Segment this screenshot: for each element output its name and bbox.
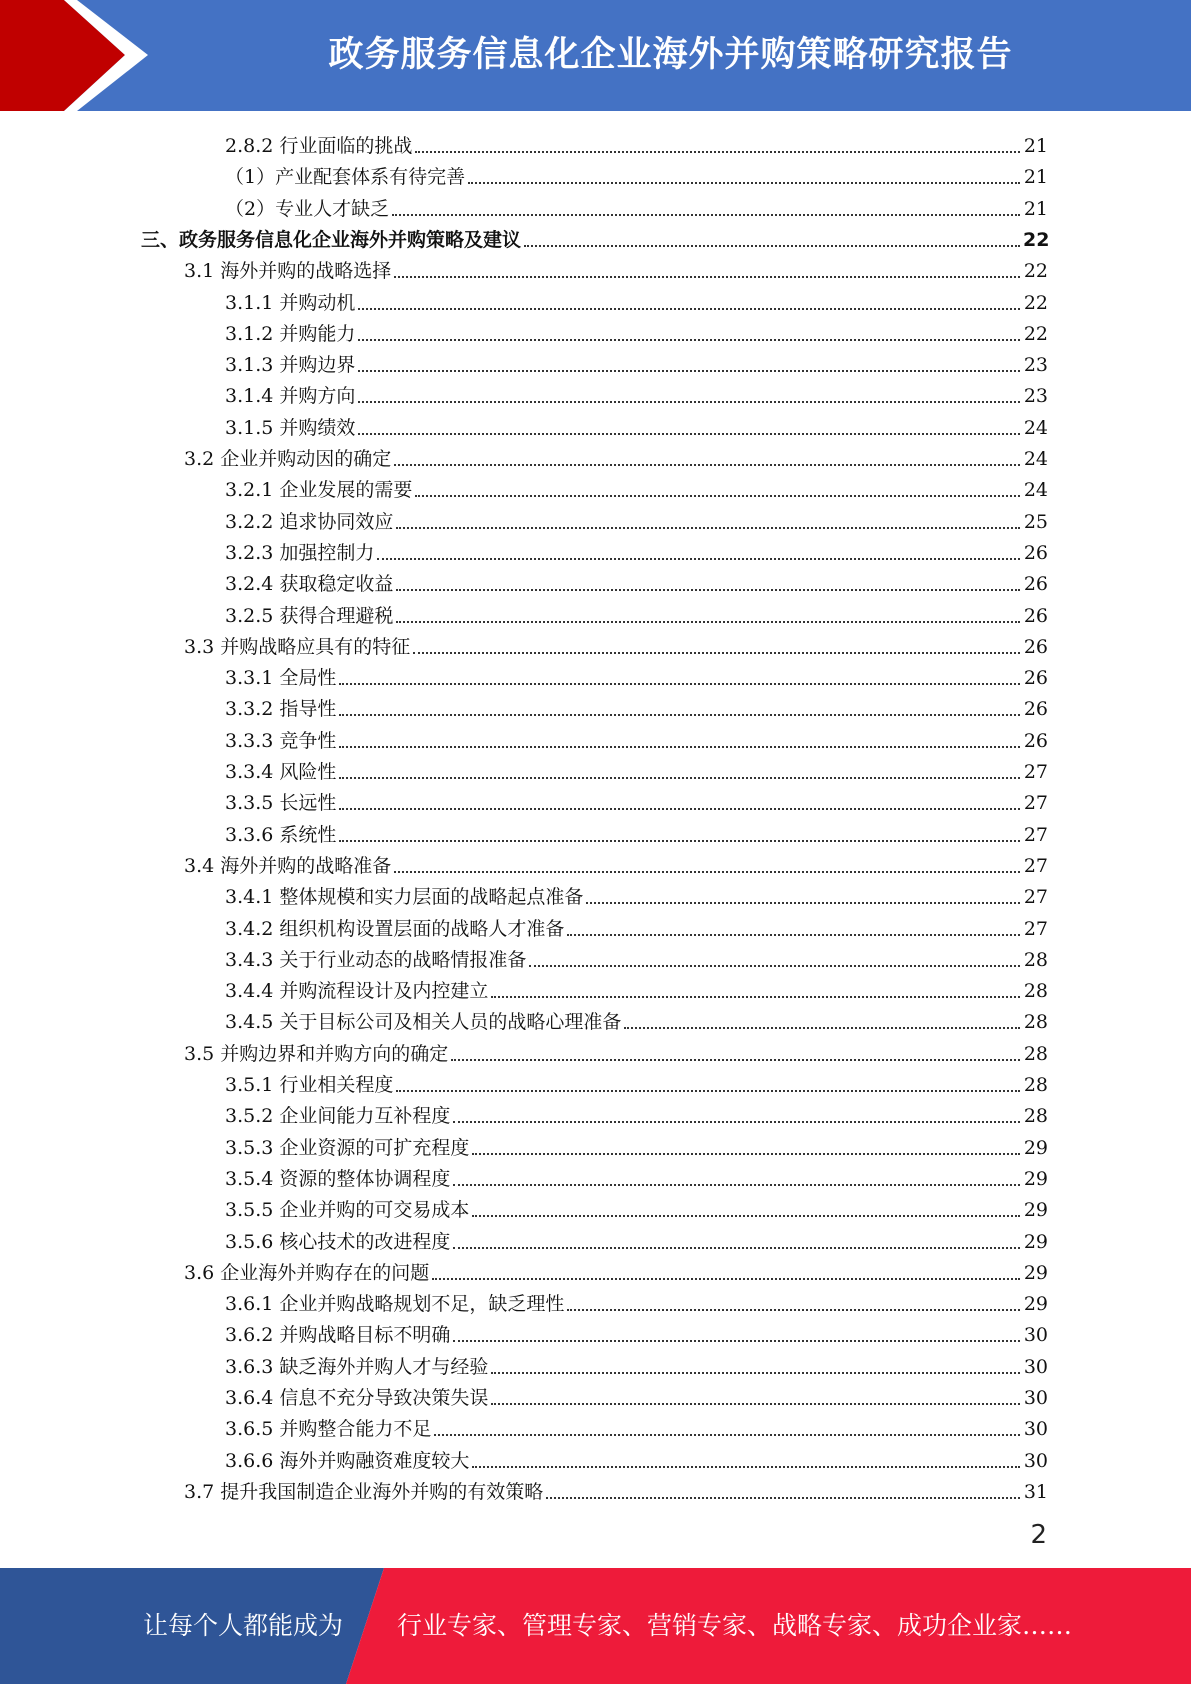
toc-entry-number: 3.4.1 bbox=[225, 886, 280, 909]
toc-dot-leader bbox=[624, 1027, 1020, 1029]
toc-entry-number: 3.5 bbox=[184, 1042, 221, 1065]
toc-entry-number: 3.5.2 bbox=[225, 1105, 280, 1128]
toc-entry[interactable] bbox=[0, 1442, 1048, 1473]
toc-entry-title: 指导性 bbox=[279, 698, 337, 721]
toc-dot-leader bbox=[413, 652, 1020, 654]
toc-entry-number: 3.2.2 bbox=[225, 510, 280, 533]
toc-entry-number: 3.1.2 bbox=[225, 322, 280, 345]
toc-entry-title: 整体规模和实力层面的战略起点准备 bbox=[279, 886, 584, 909]
toc-entry-number: 3.1.1 bbox=[225, 291, 280, 314]
toc-entry-page: 26 bbox=[1023, 604, 1048, 627]
toc-entry-number: 3.2.5 bbox=[225, 604, 280, 627]
toc-entry-page: 26 bbox=[1023, 698, 1048, 721]
toc-entry-number: 3.5.1 bbox=[225, 1074, 280, 1096]
toc-entry-page: 31 bbox=[1023, 1480, 1048, 1503]
toc-entry-page: 22 bbox=[1023, 260, 1048, 283]
toc-entry[interactable] bbox=[0, 1410, 1048, 1441]
toc-entry-page: 30 bbox=[1023, 1449, 1048, 1472]
toc-dot-leader bbox=[491, 1403, 1020, 1405]
toc-dot-leader bbox=[396, 1090, 1020, 1092]
toc-dot-leader bbox=[524, 245, 1020, 247]
toc-dot-leader bbox=[453, 1121, 1020, 1123]
toc-entry-title: 企业间能力互补程度 bbox=[279, 1105, 451, 1128]
toc-dot-leader bbox=[339, 777, 1020, 779]
toc-entry[interactable] bbox=[0, 377, 1048, 408]
toc-entry-page: 29 bbox=[1023, 1261, 1048, 1284]
toc-entry[interactable] bbox=[0, 972, 1048, 1003]
toc-dot-leader bbox=[415, 495, 1020, 497]
toc-entry[interactable] bbox=[0, 597, 1048, 628]
toc-dot-leader bbox=[453, 1247, 1020, 1249]
toc-entry-title: 并购战略应具有的特征 bbox=[220, 635, 411, 658]
toc-entry-title: 风险性 bbox=[279, 761, 337, 783]
toc-entry[interactable] bbox=[0, 1285, 1048, 1316]
toc-entry[interactable] bbox=[0, 127, 1048, 158]
toc-entry-page: 26 bbox=[1023, 729, 1048, 752]
toc-entry-page: 30 bbox=[1023, 1418, 1048, 1441]
toc-entry[interactable] bbox=[0, 1254, 1048, 1285]
toc-entry-title: 组织机构设置层面的战略人才准备 bbox=[279, 917, 565, 940]
toc-dot-leader bbox=[396, 589, 1020, 591]
toc-entry-page: 24 bbox=[1023, 448, 1048, 470]
toc-entry-page: 27 bbox=[1023, 761, 1048, 783]
toc-dot-leader bbox=[432, 1278, 1020, 1280]
toc-entry[interactable] bbox=[0, 1160, 1048, 1191]
toc-dot-leader bbox=[491, 996, 1020, 998]
toc-entry[interactable] bbox=[0, 409, 1048, 440]
toc-entry-page: 27 bbox=[1023, 792, 1048, 815]
toc-entry-number: 3.7 bbox=[184, 1480, 221, 1503]
toc-entry-number: 3.1.4 bbox=[225, 385, 280, 408]
toc-dot-leader bbox=[377, 558, 1020, 560]
toc-entry-title: 行业面临的挑战 bbox=[279, 135, 413, 157]
toc-entry-number: 3.4.4 bbox=[225, 980, 280, 1003]
toc-entry[interactable] bbox=[0, 722, 1048, 753]
toc-entry[interactable] bbox=[0, 221, 1048, 252]
toc-entry-title: 并购边界 bbox=[279, 354, 356, 377]
toc-entry[interactable] bbox=[0, 659, 1048, 690]
toc-entry[interactable] bbox=[0, 471, 1048, 502]
toc-entry[interactable] bbox=[0, 1191, 1048, 1222]
toc-entry-title: 长远性 bbox=[279, 792, 337, 815]
toc-entry-page: 23 bbox=[1023, 385, 1048, 408]
toc-entry-number: 3.2.4 bbox=[225, 573, 280, 596]
toc-entry-title: 关于目标公司及相关人员的战略心理准备 bbox=[279, 1011, 622, 1034]
toc-dot-leader bbox=[546, 1497, 1020, 1499]
toc-entry[interactable] bbox=[0, 784, 1048, 815]
toc-dot-leader bbox=[339, 714, 1020, 716]
toc-dot-leader bbox=[358, 339, 1020, 341]
toc-dot-leader bbox=[586, 902, 1020, 904]
footer-slogan-right: 行业专家、管理专家、营销专家、战略专家、成功企业家…… bbox=[397, 1611, 1073, 1640]
toc-entry[interactable] bbox=[0, 1066, 1048, 1097]
toc-entry-title: 企业并购的可交易成本 bbox=[279, 1199, 470, 1222]
toc-dot-leader bbox=[339, 746, 1020, 748]
toc-entry-title: 资源的整体协调程度 bbox=[279, 1167, 451, 1190]
toc-entry-title: 加强控制力 bbox=[279, 541, 375, 564]
toc-entry-number: 3.3.3 bbox=[225, 729, 280, 752]
toc-entry-title: 海外并购融资难度较大 bbox=[279, 1449, 470, 1472]
toc-entry-title: 产业配套体系有待完善 bbox=[275, 166, 466, 189]
toc-entry-title: 并购整合能力不足 bbox=[279, 1418, 432, 1441]
toc-dot-leader bbox=[567, 1309, 1020, 1311]
toc-entry-number: 3.6.3 bbox=[225, 1355, 280, 1378]
toc-entry-number: 3.5.3 bbox=[225, 1136, 280, 1159]
toc-entry[interactable] bbox=[0, 753, 1048, 784]
toc-entry-title: 提升我国制造企业海外并购的有效策略 bbox=[220, 1480, 544, 1503]
toc-dot-leader bbox=[434, 1434, 1020, 1436]
toc-entry-number: （2） bbox=[225, 197, 276, 220]
toc-entry-page: 29 bbox=[1023, 1230, 1048, 1253]
toc-entry-page: 23 bbox=[1023, 354, 1048, 377]
toc-entry-page: 26 bbox=[1023, 541, 1048, 564]
toc-entry-title: 企业发展的需要 bbox=[279, 479, 413, 502]
toc-dot-leader bbox=[358, 433, 1020, 435]
toc-entry-number: 3.4.3 bbox=[225, 948, 280, 971]
toc-entry-page: 21 bbox=[1023, 166, 1048, 189]
toc-entry[interactable] bbox=[0, 1097, 1048, 1128]
toc-entry-page: 28 bbox=[1023, 1074, 1048, 1096]
toc-dot-leader bbox=[339, 840, 1020, 842]
toc-entry[interactable] bbox=[0, 878, 1048, 909]
toc-dot-leader bbox=[396, 527, 1020, 529]
toc-entry[interactable] bbox=[0, 628, 1048, 659]
toc-dot-leader bbox=[415, 151, 1020, 153]
toc-entry-number: 3.6.6 bbox=[225, 1449, 280, 1472]
toc-entry-page: 28 bbox=[1023, 1011, 1048, 1034]
toc-entry[interactable] bbox=[0, 190, 1048, 221]
toc-entry-number: 3.1.5 bbox=[225, 416, 280, 439]
toc-entry-title: 企业并购动因的确定 bbox=[220, 448, 392, 470]
chevron-logo-icon bbox=[0, 0, 160, 111]
toc-entry[interactable] bbox=[0, 315, 1048, 346]
toc-entry-title: 三、政务服务信息化企业海外并购策略及建议 bbox=[141, 228, 522, 251]
footer-slogan-left: 让每个人都能成为 bbox=[143, 1611, 344, 1640]
toc-dot-leader bbox=[339, 683, 1020, 685]
toc-entry[interactable] bbox=[0, 910, 1048, 941]
toc-entry[interactable] bbox=[0, 941, 1048, 972]
toc-entry-page: 22 bbox=[1023, 228, 1050, 251]
toc-dot-leader bbox=[394, 871, 1020, 873]
toc-entry-title: 并购战略目标不明确 bbox=[279, 1324, 451, 1347]
toc-entry-number: 3.2.1 bbox=[225, 479, 280, 502]
toc-entry-number: 3.3.5 bbox=[225, 792, 280, 815]
toc-entry-page: 29 bbox=[1023, 1293, 1048, 1316]
toc-dot-leader bbox=[358, 401, 1020, 403]
toc-entry-title: 信息不充分导致决策失误 bbox=[279, 1387, 489, 1409]
toc-entry-title: 专业人才缺乏 bbox=[275, 197, 390, 220]
toc-entry-title: 追求协同效应 bbox=[279, 510, 394, 533]
toc-entry-number: 3.3.6 bbox=[225, 823, 280, 846]
toc-entry-title: 核心技术的改进程度 bbox=[279, 1230, 451, 1253]
toc-entry-title: 系统性 bbox=[279, 823, 337, 846]
toc-entry[interactable] bbox=[0, 1223, 1048, 1254]
toc-entry-title: 缺乏海外并购人才与经验 bbox=[279, 1355, 489, 1378]
toc-entry-number: 3.3 bbox=[184, 635, 221, 658]
toc-dot-leader bbox=[472, 1466, 1020, 1468]
toc-entry-number: 3.6.4 bbox=[225, 1387, 280, 1409]
toc-entry-title: 海外并购的战略准备 bbox=[220, 854, 392, 877]
toc-dot-leader bbox=[396, 621, 1020, 623]
toc-entry-number: 3.6.5 bbox=[225, 1418, 280, 1441]
toc-entry-page: 27 bbox=[1023, 854, 1048, 877]
toc-entry-number: 3.3.1 bbox=[225, 667, 280, 690]
toc-entry-page: 24 bbox=[1023, 416, 1048, 439]
toc-entry[interactable] bbox=[0, 440, 1048, 471]
toc-dot-leader bbox=[394, 464, 1020, 466]
toc-entry[interactable] bbox=[0, 565, 1048, 596]
toc-entry[interactable] bbox=[0, 1348, 1048, 1379]
toc-entry-title: 企业资源的可扩充程度 bbox=[279, 1136, 470, 1159]
toc-entry-title: 并购能力 bbox=[279, 322, 356, 345]
toc-entry-number: 3.6.1 bbox=[225, 1293, 280, 1316]
toc-dot-leader bbox=[392, 214, 1020, 216]
toc-entry-number: 3.1 bbox=[184, 260, 221, 283]
toc-dot-leader bbox=[529, 965, 1020, 967]
toc-dot-leader bbox=[453, 1184, 1020, 1186]
toc-entry-page: 29 bbox=[1023, 1199, 1048, 1222]
toc-entry-title: 海外并购的战略选择 bbox=[220, 260, 392, 283]
toc-entry[interactable] bbox=[0, 503, 1048, 534]
toc-entry[interactable] bbox=[0, 1379, 1048, 1410]
toc-entry-title: 并购边界和并购方向的确定 bbox=[220, 1042, 449, 1065]
footer-banner bbox=[0, 1568, 1191, 1684]
toc-entry[interactable] bbox=[0, 252, 1048, 283]
toc-entry-page: 27 bbox=[1023, 823, 1048, 846]
toc-entry[interactable] bbox=[0, 847, 1048, 878]
toc-entry-number: 3.4 bbox=[184, 854, 221, 877]
toc-entry-number: 3.4.5 bbox=[225, 1011, 280, 1034]
toc-entry-title: 关于行业动态的战略情报准备 bbox=[279, 948, 527, 971]
toc-entry-page: 28 bbox=[1023, 1105, 1048, 1128]
toc-entry-number: 3.3.4 bbox=[225, 761, 280, 783]
toc-entry-page: 21 bbox=[1023, 197, 1048, 220]
toc-entry-number: 3.3.2 bbox=[225, 698, 280, 721]
toc-entry[interactable] bbox=[0, 1473, 1048, 1504]
toc-entry-page: 22 bbox=[1023, 291, 1048, 314]
toc-entry[interactable] bbox=[0, 1129, 1048, 1160]
toc-entry-number: 3.5.5 bbox=[225, 1199, 280, 1222]
toc-entry[interactable] bbox=[0, 1035, 1048, 1066]
toc-entry[interactable] bbox=[0, 534, 1048, 565]
toc-entry-title: 行业相关程度 bbox=[279, 1074, 394, 1096]
toc-entry-title: 获取稳定收益 bbox=[279, 573, 394, 596]
toc-entry-page: 24 bbox=[1023, 479, 1048, 502]
toc-entry-title: 并购绩效 bbox=[279, 416, 356, 439]
toc-entry[interactable] bbox=[0, 816, 1048, 847]
toc-entry[interactable] bbox=[0, 158, 1048, 189]
toc-entry-number: 3.5.4 bbox=[225, 1167, 280, 1190]
toc-entry-page: 21 bbox=[1023, 135, 1048, 157]
toc-dot-leader bbox=[358, 308, 1020, 310]
toc-entry-title: 全局性 bbox=[279, 667, 337, 690]
toc-entry-number: 3.2.3 bbox=[225, 541, 280, 564]
toc-entry-title: 并购方向 bbox=[279, 385, 356, 408]
toc-entry-title: 并购动机 bbox=[279, 291, 356, 314]
toc-entry[interactable] bbox=[0, 346, 1048, 377]
toc-entry-page: 27 bbox=[1023, 886, 1048, 909]
toc-dot-leader bbox=[451, 1059, 1020, 1061]
toc-entry-number: 3.4.2 bbox=[225, 917, 280, 940]
header-banner bbox=[0, 0, 1191, 111]
toc-entry-number: 3.6 bbox=[184, 1261, 221, 1284]
toc-entry-page: 29 bbox=[1023, 1167, 1048, 1190]
toc-dot-leader bbox=[567, 934, 1020, 936]
toc-entry-page: 27 bbox=[1023, 917, 1048, 940]
toc-entry[interactable] bbox=[0, 1316, 1048, 1347]
toc-entry-number: 3.1.3 bbox=[225, 354, 280, 377]
toc-entry-number: 3.6.2 bbox=[225, 1324, 280, 1347]
toc-entry-number: 3.5.6 bbox=[225, 1230, 280, 1253]
toc-entry-title: 企业并购战略规划不足，缺乏理性 bbox=[279, 1293, 565, 1316]
toc-entry-page: 29 bbox=[1023, 1136, 1048, 1159]
toc-entry-page: 30 bbox=[1023, 1355, 1048, 1378]
toc-dot-leader bbox=[491, 1372, 1020, 1374]
toc-entry-page: 26 bbox=[1023, 667, 1048, 690]
toc-entry[interactable] bbox=[0, 284, 1048, 315]
toc-entry[interactable] bbox=[0, 690, 1048, 721]
toc-dot-leader bbox=[472, 1153, 1020, 1155]
toc-entry-page: 28 bbox=[1023, 980, 1048, 1003]
toc-entry-page: 26 bbox=[1023, 573, 1048, 596]
toc-entry-number: 3.2 bbox=[184, 448, 221, 470]
toc-entry-page: 26 bbox=[1023, 635, 1048, 658]
toc-entry-page: 22 bbox=[1023, 322, 1048, 345]
toc-dot-leader bbox=[468, 182, 1020, 184]
toc-dot-leader bbox=[358, 370, 1020, 372]
toc-entry-page: 30 bbox=[1023, 1387, 1048, 1409]
toc-entry-page: 28 bbox=[1023, 948, 1048, 971]
toc-entry[interactable] bbox=[0, 1003, 1048, 1034]
page-number: 2 bbox=[1030, 1520, 1047, 1550]
toc-entry-number: （1） bbox=[225, 166, 276, 189]
toc-entry-title: 获得合理避税 bbox=[279, 604, 394, 627]
toc-dot-leader bbox=[453, 1340, 1020, 1342]
toc-entry-page: 28 bbox=[1023, 1042, 1048, 1065]
toc-dot-leader bbox=[339, 808, 1020, 810]
toc-entry-title: 企业海外并购存在的问题 bbox=[220, 1261, 430, 1284]
toc-dot-leader bbox=[394, 276, 1020, 278]
toc-dot-leader bbox=[472, 1215, 1020, 1217]
toc-entry-title: 竞争性 bbox=[279, 729, 337, 752]
report-title: 政务服务信息化企业海外并购策略研究报告 bbox=[328, 35, 1013, 75]
toc-entry-page: 30 bbox=[1023, 1324, 1048, 1347]
toc-entry-number: 2.8.2 bbox=[225, 135, 280, 157]
toc-entry-page: 25 bbox=[1023, 510, 1048, 533]
toc-entry-title: 并购流程设计及内控建立 bbox=[279, 980, 489, 1003]
